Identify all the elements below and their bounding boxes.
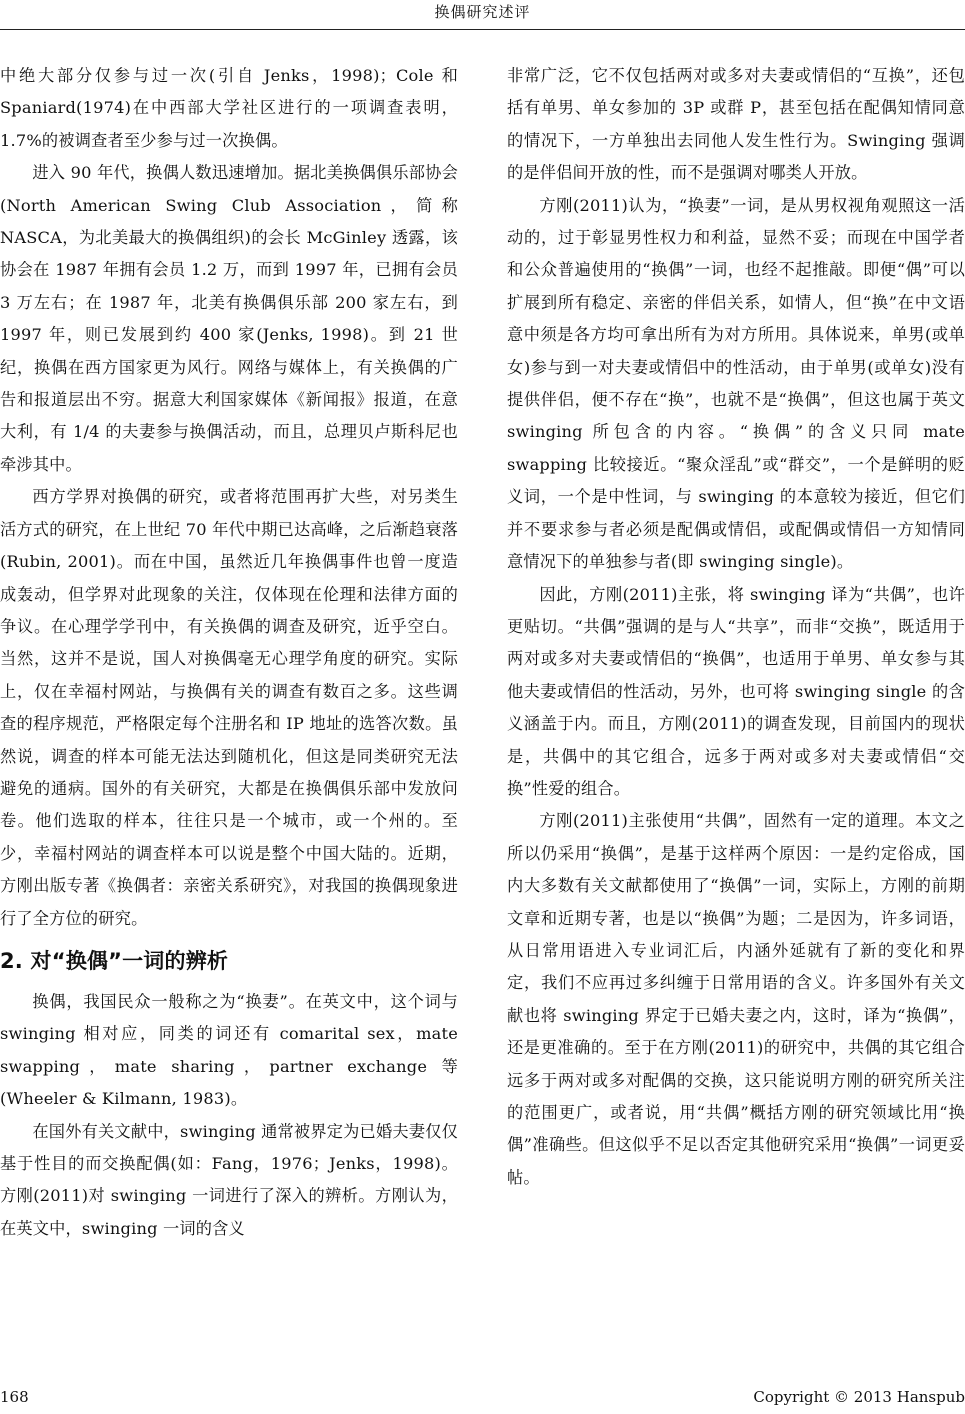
right-column	[507, 60, 965, 1194]
left-paragraph-1: 中绝大部分仅参与过一次(引自 Jenks，1998)；Cole 和 Spaniard(1974)在中西部大学社区进行的一项调查表明，1.7%的被调查者至少参与过一次换偶。	[0, 66, 458, 150]
right-paragraph-2: 方刚(2011)认为，“换妻”一词，是从男权视角观照这一活动的，过于彰显男性权力和利益，显然不妥；而现在中国学者和公众普遍使用的“换偶”一词，也经不起推敲。即便“偶”可以扩展到所有稳定、亲密的伴侣关系，如情人，但“换”在中文语意中须是各方均可拿出所有为对方所用。具体说来，单男(或单女)参与到一对夫妻或情侣中的性活动，由于单男(或单女)没有提供伴侣，便不存在“换”，也就不是“换偶”，但这也属于英文 swinging 所包含的内容。“换偶”的含义只同 mate swapping 比较接近。“聚众淫乱”或“群交”，一个是鲜明的贬义词，一个是中性词，与 swinging 的本意较为接近，但它们并不要求参与者必须是配偶或情侣，或配偶或情侣一方知情同意情况下的单独参与者(即 swinging single)。	[507, 195, 965, 572]
running-head: 换偶研究述评	[434, 3, 531, 21]
left-paragraph-2: 进入 90 年代，换偶人数迅速增加。据北美换偶俱乐部协会(North American Swing Club Association，简称 NASCA，为北美最大的换偶组织)的会长 McGinley 透露，该协会在 1987 年拥有会员 1.2 万，而到 1997 年，已拥有会员 3 万左右；在 1987 年，北美有换偶俱乐部 200 家左右，到 1997 年，则已发展到约 400 家(Jenks, 1998)。到 21 世纪，换偶在西方国家更为风行。网络与媒体上，有关换偶的广告和报道层出不穷。据意大利国家媒体《新闻报》报道，在意大利，有 1/4 的夫妻参与换偶活动，而且，总理贝卢斯科尼也牵涉其中。	[0, 163, 458, 474]
right-paragraph-1: 非常广泛，它不仅包括两对或多对夫妻或情侣的“互换”，还包括有单男、单女参加的 3P 或群 P，甚至包括在配偶知情同意的情况下，一方单独出去同他人发生性行为。Swinging 强调的是伴侣间开放的性，而不是强调对哪类人开放。	[507, 66, 965, 183]
right-paragraph-3: 因此，方刚(2011)主张，将 swinging 译为“共偶”，也许更贴切。“共偶”强调的是与人“共享”，而非“交换”，既适用于两对或多对夫妻或情侣的“换偶”，也适用于单男、单女参与其他夫妻或情侣的性活动，另外，也可将 swinging single 的含义涵盖于内。而且，方刚(2011)的调查发现，目前国内的现状是，共偶中的其它组合，远多于两对或多对夫妻或情侣“交换”性爱的组合。	[507, 584, 965, 798]
left-paragraph-3: 西方学界对换偶的研究，或者将范围再扩大些，对另类生活方式的研究，在上世纪 70 年代中期已达高峰，之后渐趋衰落(Rubin, 2001)。而在中国，虽然近几年换偶事件也曾一度造成轰动，但学界对此现象的关注，仅体现在伦理和法律方面的争议。在心理学学刊中，有关换偶的调查及研究，近乎空白。当然，这并不是说，国人对换偶毫无心理学角度的研究。实际上，仅在幸福村网站，与换偶有关的调查有数百之多。这些调查的程序规范，严格限定每个注册名和 IP 地址的选答次数。虽然说，调查的样本可能无法达到随机化，但这是同类研究无法避免的通病。国外的有关研究，大都是在换偶俱乐部中发放问卷。他们选取的样本，往往只是一个城市，或一个州的。至少，幸福村网站的调查样本可以说是整个中国大陆的。近期，方刚出版专著《换偶者：亲密关系研究》，对我国的换偶现象进行了全方位的研究。	[0, 487, 458, 928]
header-rule	[0, 29, 965, 30]
left-paragraph-4: 换偶，我国民众一般称之为“换妻”。在英文中，这个词与 swinging 相对应，同类的词还有 comarital sex，mate swapping，mate sharing，partner exchange 等(Wheeler & Kilmann, 1983)。	[0, 991, 458, 1109]
section-heading: 2. 对“换偶”一词的辨析	[0, 948, 229, 973]
left-paragraph-5: 在国外有关文献中，swinging 通常被界定为已婚夫妻仅仅基于性目的而交换配偶(如：Fang，1976；Jenks，1998)。方刚(2011)对 swinging 一词进行了深入的辨析。方刚认为，在英文中，swinging 一词的含义	[0, 1121, 458, 1238]
page-number: 168	[0, 1388, 29, 1406]
left-column	[0, 60, 458, 1245]
copyright-notice: Copyright © 2013 Hanspub	[753, 1388, 965, 1406]
right-paragraph-4: 方刚(2011)主张使用“共偶”，固然有一定的道理。本文之所以仍采用“换偶”，是基于这样两个原因：一是约定俗成，国内大多数有关文献都使用了“换偶”一词，实际上，方刚的前期文章和近期专著，也是以“换偶”为题；二是因为，许多词语，从日常用语进入专业词汇后，内涵外延就有了新的变化和界定，我们不应再过多纠缠于日常用语的含义。许多国外有关文献也将 swinging 界定于已婚夫妻之内，这时，译为“换偶”，还是更准确的。至于在方刚(2011)的研究中，共偶的其它组合远多于两对或多对配偶的交换，这只能说明方刚的研究所关注的范围更广，或者说，用“共偶”概括方刚的研究领域比用“换偶”准确些。但这似乎不足以否定其他研究采用“换偶”一词更妥帖。	[507, 811, 965, 1187]
